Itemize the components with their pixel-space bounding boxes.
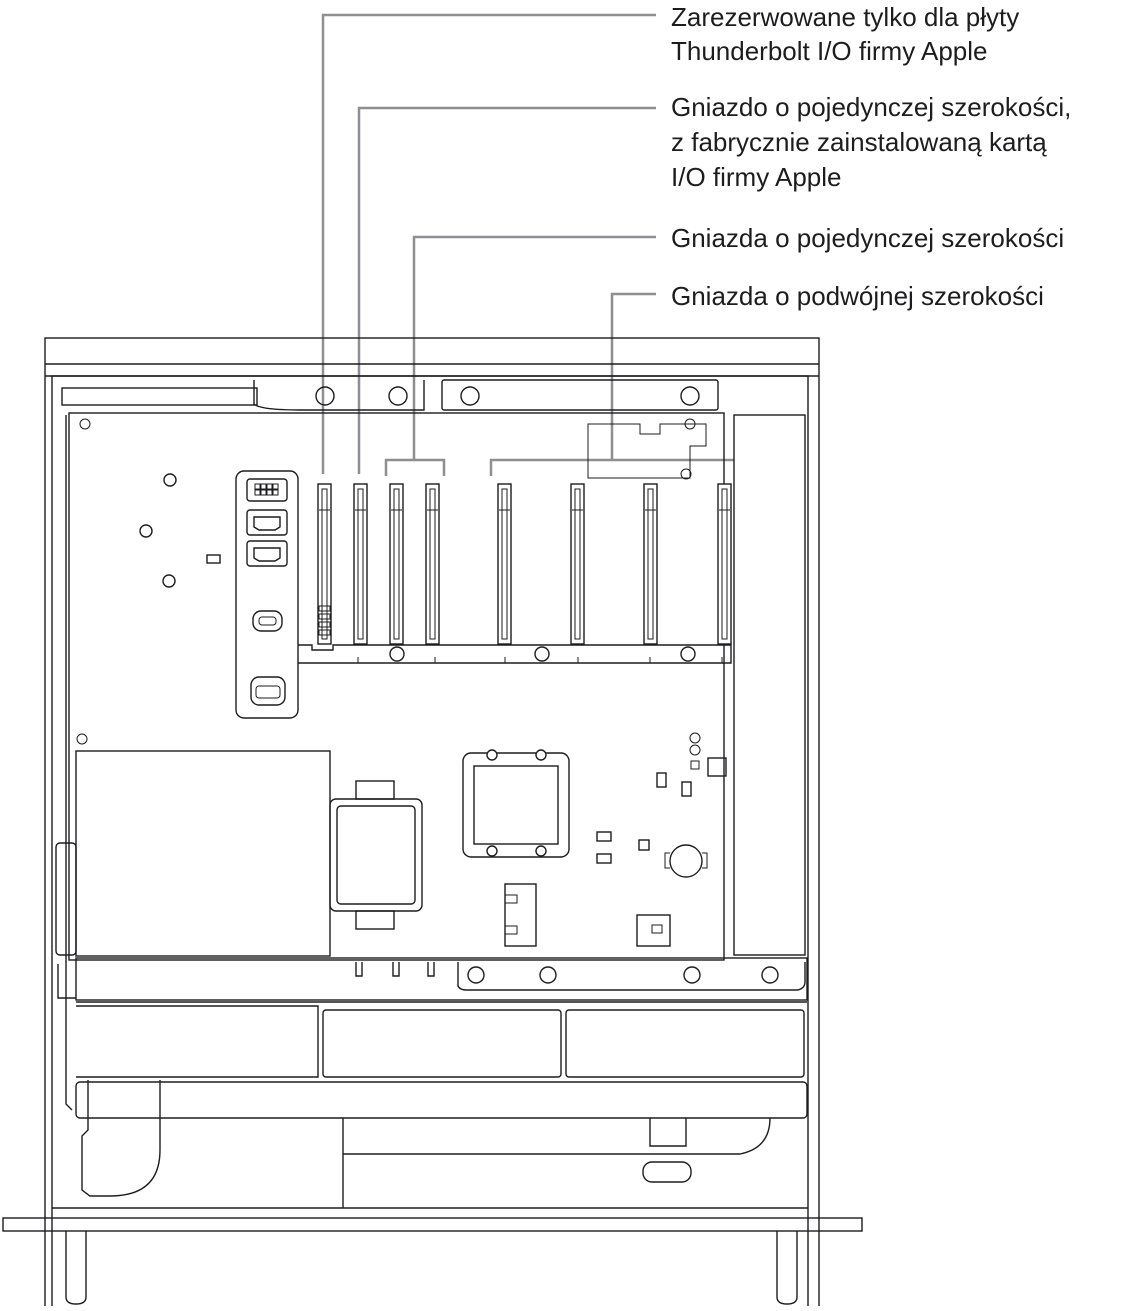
- left-foot: [66, 1231, 86, 1304]
- cpu-socket: [463, 750, 569, 857]
- callout-single-wide-io-card-line-2: z fabrycznie zainstalowaną kartą: [671, 127, 1047, 157]
- lower-rail: [58, 958, 807, 1002]
- bracket-double-wide-slots: [491, 460, 739, 476]
- pcie-slot-3: [390, 484, 403, 644]
- callout-thunderbolt-io-line-2: Thunderbolt I/O firmy Apple: [671, 36, 988, 66]
- callout-thunderbolt-io-line-1: Zarezerwowane tylko dla płyty: [671, 2, 1020, 32]
- io-card-bracket: [236, 471, 298, 718]
- leader-double-wide-slots: [612, 294, 656, 460]
- fan-bays: [76, 1006, 807, 1118]
- right-side-module: [734, 415, 805, 955]
- callout-double-wide-slots-line-1: Gniazda o podwójnej szerokości: [671, 281, 1044, 311]
- callout-double-wide-slots: [671, 281, 1044, 311]
- callout-single-wide-slots-line-1: Gniazda o pojedynczej szerokości: [671, 223, 1065, 253]
- callout-single-wide-io-card: [671, 92, 1071, 192]
- callout-single-wide-slots: [671, 223, 1064, 253]
- leader-single-wide-slots: [414, 237, 656, 460]
- pcie-slots: [318, 484, 731, 644]
- pcie-slot-6: [571, 484, 584, 644]
- power-supply: [56, 751, 422, 956]
- base-plate: [3, 1218, 862, 1231]
- pcie-slot-4: [426, 484, 439, 644]
- pcie-slot-1: [318, 484, 331, 644]
- bracket-single-wide-slots: [386, 460, 444, 476]
- battery-icon: [670, 845, 702, 877]
- right-foot: [777, 1231, 797, 1304]
- callout-thunderbolt-io: [671, 2, 1019, 66]
- pcie-slot-8: [718, 484, 731, 644]
- callout-single-wide-io-card-line-1: Gniazdo o pojedynczej szerokości,: [671, 92, 1072, 122]
- power-supply-unit: [76, 751, 330, 956]
- slot-base-rail: [298, 645, 731, 663]
- leader-thunderbolt-io: [323, 15, 656, 474]
- pcie-slot-7: [644, 484, 657, 644]
- board-components: [505, 733, 726, 946]
- bottom-chassis: [52, 1080, 808, 1208]
- callout-single-wide-io-card-line-3: I/O firmy Apple: [671, 162, 842, 192]
- pcie-slot-5: [498, 484, 511, 644]
- pcie-slot-2: [354, 484, 367, 644]
- thunderbolt-io-card: [236, 471, 298, 718]
